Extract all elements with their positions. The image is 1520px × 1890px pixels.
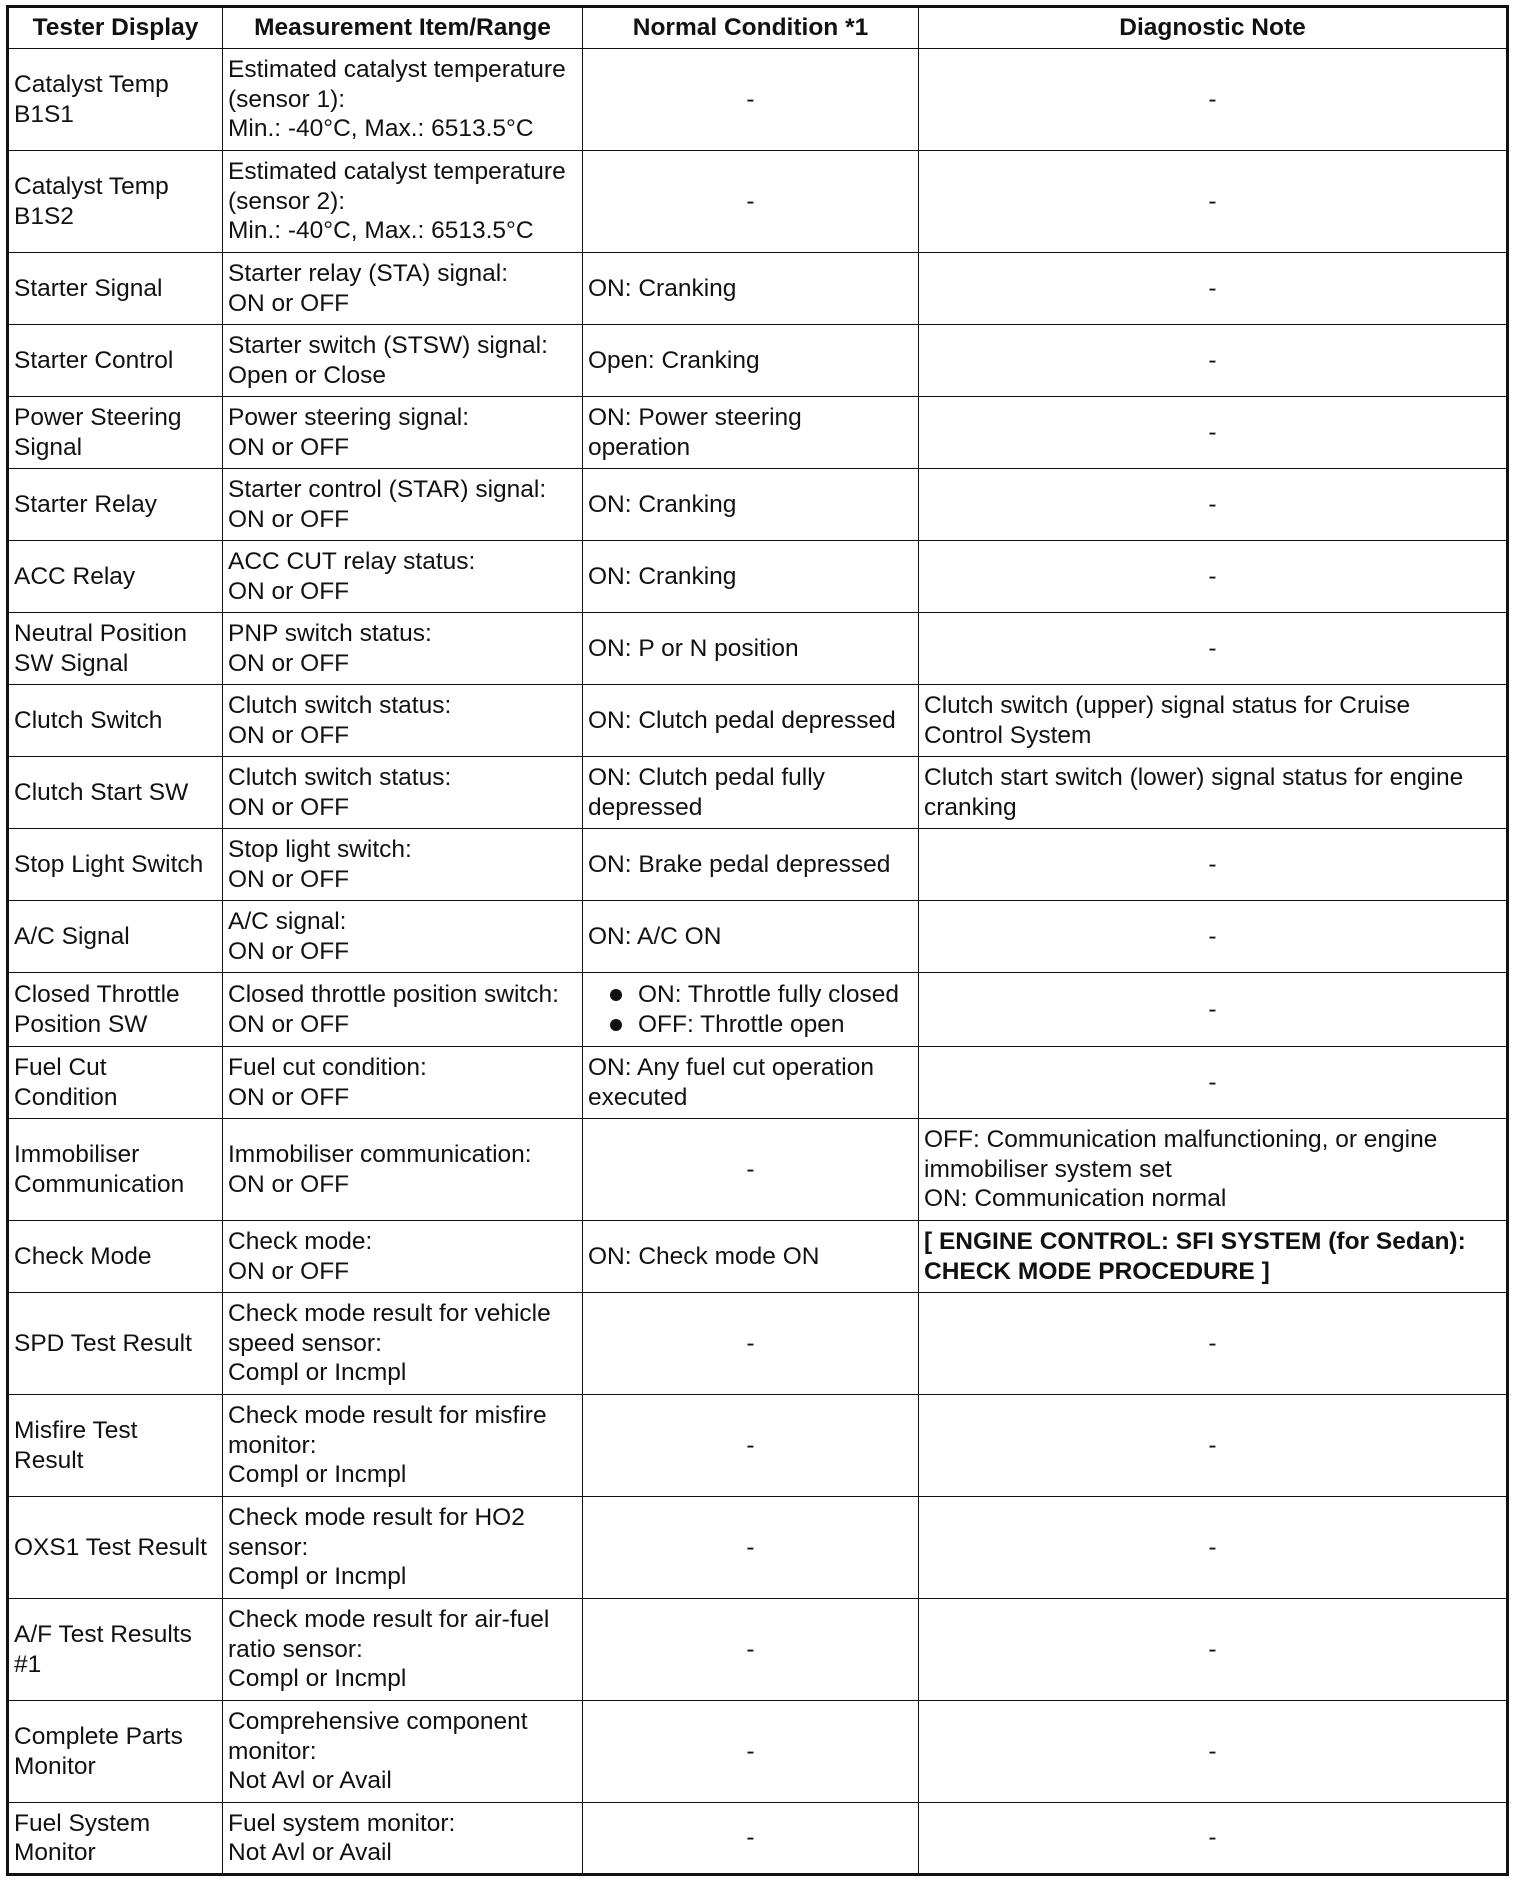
diagnostic-note-cell-line: immobiliser system set [924,1155,1172,1183]
tester-display-cell [8,1395,223,1497]
measurement-range-cell-line: Compl or Incmpl [228,1563,407,1591]
tester-display-cell-line: B1S2 [14,202,74,230]
tester-display-cell-line: A/C Signal [14,922,130,950]
normal-condition-cell-line: ON: A/C ON [588,922,722,950]
diagnostic-note-cell [919,1119,1508,1221]
normal-condition-cell-line: ON: Any fuel cut operation [588,1054,874,1081]
table-row [8,469,1508,541]
normal-condition-cell [583,973,919,1047]
measurement-range-cell-line: Clutch switch status: [228,764,452,791]
normal-condition-cell [583,397,919,469]
diagnostic-note-cell-line: - [1208,922,1217,950]
normal-condition-cell-line: Open: Cranking [588,346,760,374]
diagnostic-note-cell [919,1047,1508,1119]
tester-display-cell-line: Monitor [14,1752,96,1780]
measurement-range-cell [223,1293,583,1395]
tester-display-cell-line: Result [14,1446,84,1474]
measurement-range-cell-line: ON or OFF [228,649,350,677]
diagnostic-note-cell [919,1395,1508,1497]
table-row [8,151,1508,253]
normal-condition-bullet-list [588,980,913,1039]
tester-display-cell-line: Signal [14,433,83,461]
tester-display-cell-line: Misfire Test [14,1417,138,1444]
tester-display-cell-line: #1 [14,1650,42,1678]
measurement-range-cell-line: A/C signal: [228,908,347,935]
table-row [8,901,1508,973]
diagnostic-note-cell [919,757,1508,829]
tester-display-cell-line: Neutral Position [14,620,187,647]
tester-display-cell-line: Monitor [14,1839,96,1866]
measurement-range-cell [223,151,583,253]
diagnostic-note-cell-line: - [1208,85,1217,113]
table-row [8,685,1508,757]
measurement-range-cell [223,613,583,685]
header-measurement-item-range: Measurement Item/Range [223,7,583,49]
diagnostic-note-cell [919,541,1508,613]
diagnostic-note-cell-line: - [1208,490,1217,518]
normal-condition-cell-line: - [746,85,755,113]
table-row [8,1395,1508,1497]
normal-condition-cell [583,829,919,901]
diagnostic-note-cell [919,1599,1508,1701]
measurement-range-cell [223,1119,583,1221]
normal-condition-cell-line: - [746,1824,755,1852]
normal-condition-cell-line: - [746,1329,755,1357]
measurement-range-cell [223,685,583,757]
normal-condition-cell-line: ON: Power steering [588,404,802,431]
measurement-range-cell-line: monitor: [228,1431,317,1459]
measurement-range-cell-line: ON or OFF [228,1170,350,1198]
tester-display-cell [8,151,223,253]
measurement-range-cell-line: ON or OFF [228,289,350,317]
tester-display-cell [8,1221,223,1293]
diagnostic-note-cell-line: Clutch switch (upper) signal status for Cruise [924,692,1411,719]
normal-condition-cell-line: executed [588,1083,688,1111]
table-row [8,1497,1508,1599]
diagnostic-note-cell [919,1701,1508,1803]
measurement-range-cell-line: Check mode result for vehicle [228,1300,551,1328]
tester-display-cell-line: ACC Relay [14,562,136,590]
diagnostic-note-cell [919,397,1508,469]
diagnostic-note-cell-line: - [1208,562,1217,590]
measurement-range-cell-line: Compl or Incmpl [228,1665,407,1693]
tester-display-cell [8,613,223,685]
diagnostic-note-cell-line: ON: Communication normal [924,1185,1227,1213]
measurement-range-cell-line: Closed throttle position switch: [228,981,559,1008]
tester-display-cell [8,1599,223,1701]
normal-condition-cell [583,1293,919,1395]
measurement-range-cell-line: Check mode: [228,1228,373,1255]
normal-condition-cell-line: ON: P or N position [588,634,799,662]
measurement-range-cell-line: speed sensor: [228,1329,382,1357]
normal-condition-cell [583,541,919,613]
normal-condition-cell [583,253,919,325]
measurement-range-cell [223,1701,583,1803]
measurement-range-cell-line: ON or OFF [228,721,350,749]
normal-condition-cell [583,469,919,541]
diagnostic-note-cell-line: - [1208,1824,1217,1852]
table-row [8,613,1508,685]
tester-display-cell [8,1497,223,1599]
measurement-range-cell-line: Power steering signal: [228,404,470,431]
tester-display-cell [8,397,223,469]
tester-display-cell [8,253,223,325]
table-row [8,1047,1508,1119]
measurement-range-cell-line: monitor: [228,1737,317,1765]
measurement-range-cell [223,397,583,469]
table-row [8,1803,1508,1875]
tester-display-cell-line: SPD Test Result [14,1329,192,1357]
normal-condition-cell-line: depressed [588,793,703,821]
measurement-range-cell-line: ON or OFF [228,865,350,893]
tester-display-cell-line: Fuel Cut [14,1054,107,1081]
table-row [8,253,1508,325]
header-normal-condition: Normal Condition *1 [583,7,919,49]
measurement-range-cell [223,829,583,901]
normal-condition-cell-line: ON: Brake pedal depressed [588,850,891,878]
tester-display-cell [8,973,223,1047]
table-row [8,829,1508,901]
normal-condition-cell [583,757,919,829]
diagnostic-note-link-line: [ ENGINE CONTROL: SFI SYSTEM (for Sedan): [924,1228,1466,1255]
tester-display-cell-line: A/F Test Results [14,1621,192,1648]
normal-condition-cell-line: - [746,1533,755,1561]
measurement-range-cell-line: PNP switch status: [228,620,432,647]
tester-display-cell [8,1119,223,1221]
measurement-range-cell-line: ratio sensor: [228,1635,363,1663]
measurement-range-cell-line: Compl or Incmpl [228,1359,407,1387]
measurement-range-cell-line: Estimated catalyst temperature [228,158,566,186]
measurement-range-cell [223,1497,583,1599]
diagnostic-note-cell [919,469,1508,541]
tester-display-cell [8,49,223,151]
tester-display-cell-line: Check Mode [14,1242,152,1270]
table-row [8,1701,1508,1803]
measurement-range-cell-line: Clutch switch status: [228,692,452,719]
normal-condition-cell [583,1803,919,1875]
diagnostic-note-cell-line: - [1208,1635,1217,1663]
tester-display-cell [8,469,223,541]
tester-display-cell-line: Clutch Switch [14,706,163,734]
table-body [8,49,1508,1875]
normal-condition-cell-line: - [746,1431,755,1459]
measurement-range-cell [223,325,583,397]
measurement-range-cell [223,253,583,325]
measurement-range-cell-line: Starter switch (STSW) signal: [228,332,548,359]
diagnostic-note-cell [919,151,1508,253]
measurement-range-cell-line: ON or OFF [228,433,350,461]
measurement-range-cell-line: Check mode result for misfire [228,1402,547,1430]
header-row [8,7,1508,49]
table-row [8,757,1508,829]
table-row [8,397,1508,469]
normal-condition-cell-line: ON: Clutch pedal fully [588,764,825,791]
normal-condition-cell [583,325,919,397]
tester-display-cell [8,1803,223,1875]
table-row [8,49,1508,151]
tester-display-cell-line: OXS1 Test Result [14,1533,207,1561]
normal-condition-cell [583,1599,919,1701]
measurement-range-cell-line: ON or OFF [228,793,350,821]
normal-condition-cell [583,49,919,151]
diagnostic-note-cell [919,325,1508,397]
table-row [8,973,1508,1047]
tester-display-cell-line: Clutch Start SW [14,778,189,806]
normal-condition-cell-line: operation [588,433,691,461]
measurement-range-cell-line: Stop light switch: [228,836,412,863]
tester-display-cell-line: Starter Signal [14,274,163,302]
measurement-range-cell-line: Not Avl or Avail [228,1839,392,1866]
diagnostic-note-cell-line: - [1208,1068,1217,1096]
diagnostic-note-cell-line: - [1208,995,1217,1023]
diagnostic-note-cell [919,901,1508,973]
normal-condition-cell-line: ON: Clutch pedal depressed [588,706,896,734]
measurement-range-cell [223,1599,583,1701]
diagnostic-note-cell-line: - [1208,418,1217,446]
diagnostic-note-cell-line: cranking [924,793,1017,821]
tester-display-cell [8,757,223,829]
tester-display-cell-line: Complete Parts [14,1723,183,1750]
diagnostic-note-cell [919,1803,1508,1875]
diagnostic-note-cell [919,973,1508,1047]
normal-condition-cell [583,1047,919,1119]
measurement-range-cell-line: Starter control (STAR) signal: [228,476,547,503]
diagnostic-note-cell [919,49,1508,151]
measurement-range-cell-line: Check mode result for air-fuel [228,1606,550,1634]
diagnostic-note-cell-line: - [1208,1533,1217,1561]
table-row [8,1119,1508,1221]
tester-display-cell-line: Fuel System [14,1809,151,1837]
table-row [8,325,1508,397]
tester-display-cell-line: Starter Relay [14,490,157,518]
measurement-range-cell [223,901,583,973]
normal-condition-cell-line: ON: Check mode ON [588,1242,820,1270]
normal-condition-cell [583,1701,919,1803]
measurement-range-cell [223,1221,583,1293]
measurement-range-cell-line: Fuel cut condition: [228,1054,427,1081]
normal-condition-cell [583,151,919,253]
normal-condition-cell [583,1497,919,1599]
normal-condition-cell-line: ON: Cranking [588,490,737,518]
measurement-range-cell-line: ON or OFF [228,577,350,605]
normal-condition-cell-line: ON: Cranking [588,562,737,590]
table-row [8,1599,1508,1701]
measurement-range-cell-line: Check mode result for HO2 [228,1504,525,1532]
tester-display-cell-line: Power Steering [14,404,182,431]
measurement-range-cell-line: Comprehensive component [228,1708,528,1736]
diagnostic-note-cell [919,829,1508,901]
diagnostic-note-cell [919,253,1508,325]
tester-display-cell-line: SW Signal [14,649,129,677]
tester-display-cell [8,541,223,613]
measurement-range-cell [223,469,583,541]
normal-condition-cell-line: - [746,1635,755,1663]
diagnostic-note-cell-line: OFF: Communication malfunctioning, or engine [924,1126,1438,1154]
diagnostic-note-cell [919,1497,1508,1599]
tester-display-cell-line: Catalyst Temp [14,173,169,200]
measurement-range-cell-line: ON or OFF [228,937,350,965]
measurement-range-cell [223,541,583,613]
measurement-range-cell-line: Not Avl or Avail [228,1767,392,1795]
normal-condition-cell [583,685,919,757]
diagnostic-note-cell-line: Clutch start switch (lower) signal status for engine [924,764,1464,791]
diagnostic-note-cell [919,1293,1508,1395]
diagnostic-note-cell-line: - [1208,274,1217,302]
diagnostic-note-cell-line: Control System [924,721,1092,749]
bullet-item: OFF: Throttle open [608,1010,913,1040]
diagnostic-note-cell-line: - [1208,1431,1217,1459]
measurement-range-cell-line: Starter relay (STA) signal: [228,260,509,287]
header-diagnostic-note: Diagnostic Note [919,7,1508,49]
normal-condition-cell [583,901,919,973]
tester-display-cell [8,325,223,397]
measurement-range-cell-line: Open or Close [228,361,386,389]
measurement-range-cell [223,1803,583,1875]
measurement-range-cell-line: Min.: -40°C, Max.: 6513.5°C [228,217,534,245]
diagnostic-note-cell-line: - [1208,850,1217,878]
measurement-range-cell-line: ON or OFF [228,1083,350,1111]
tester-display-cell-line: Immobiliser [14,1141,140,1168]
measurement-range-cell-line: Estimated catalyst temperature [228,56,566,84]
header-tester-display: Tester Display [8,7,223,49]
diagnostic-note-cell-line: - [1208,187,1217,215]
data-list-table [6,5,1509,1876]
tester-display-cell [8,901,223,973]
tester-display-cell [8,1293,223,1395]
diagnostic-note-cell [919,613,1508,685]
table-header [8,7,1508,49]
measurement-range-cell [223,1047,583,1119]
normal-condition-cell [583,613,919,685]
normal-condition-cell-line: - [746,1737,755,1765]
measurement-range-cell [223,1395,583,1497]
normal-condition-cell [583,1221,919,1293]
normal-condition-cell-line: - [746,187,755,215]
tester-display-cell [8,685,223,757]
tester-display-cell-line: Starter Control [14,346,174,374]
tester-display-cell-line: Position SW [14,1010,148,1038]
tester-display-cell-line: Closed Throttle [14,981,180,1008]
measurement-range-cell-line: ON or OFF [228,1257,350,1285]
measurement-range-cell [223,757,583,829]
measurement-range-cell-line: Compl or Incmpl [228,1461,407,1489]
diagnostic-note-link [919,1221,1508,1293]
normal-condition-cell-line: - [746,1155,755,1183]
measurement-range-cell-line: ON or OFF [228,1010,350,1038]
bullet-item: ON: Throttle fully closed [608,980,913,1010]
diagnostic-note-cell [919,685,1508,757]
measurement-range-cell-line: Immobiliser communication: [228,1141,532,1168]
measurement-range-cell-line: ACC CUT relay status: [228,548,476,575]
tester-display-cell [8,829,223,901]
measurement-range-cell-line: sensor: [228,1533,309,1561]
tester-display-cell-line: Stop Light Switch [14,850,204,878]
normal-condition-cell [583,1119,919,1221]
measurement-range-cell-line: (sensor 1): [228,85,346,113]
diagnostic-note-cell-line: - [1208,1329,1217,1357]
measurement-range-cell-line: Min.: -40°C, Max.: 6513.5°C [228,115,534,143]
tester-display-cell [8,1701,223,1803]
table-row [8,1293,1508,1395]
tester-display-cell [8,1047,223,1119]
diagnostic-note-cell-line: - [1208,346,1217,374]
tester-display-cell-line: Condition [14,1083,118,1111]
measurement-range-cell-line: Fuel system monitor: [228,1809,456,1837]
measurement-range-cell-line: (sensor 2): [228,187,346,215]
tester-display-cell-line: Communication [14,1170,185,1198]
normal-condition-cell [583,1395,919,1497]
tester-display-cell-line: B1S1 [14,100,74,128]
diagnostic-note-cell-line: - [1208,634,1217,662]
tester-display-cell-line: Catalyst Temp [14,71,169,98]
diagnostic-note-cell-line: - [1208,1737,1217,1765]
measurement-range-cell [223,973,583,1047]
normal-condition-cell-line: ON: Cranking [588,274,737,302]
table-row [8,541,1508,613]
diagnostic-note-link-line: CHECK MODE PROCEDURE ] [924,1257,1270,1285]
measurement-range-cell [223,49,583,151]
table-row [8,1221,1508,1293]
measurement-range-cell-line: ON or OFF [228,505,350,533]
